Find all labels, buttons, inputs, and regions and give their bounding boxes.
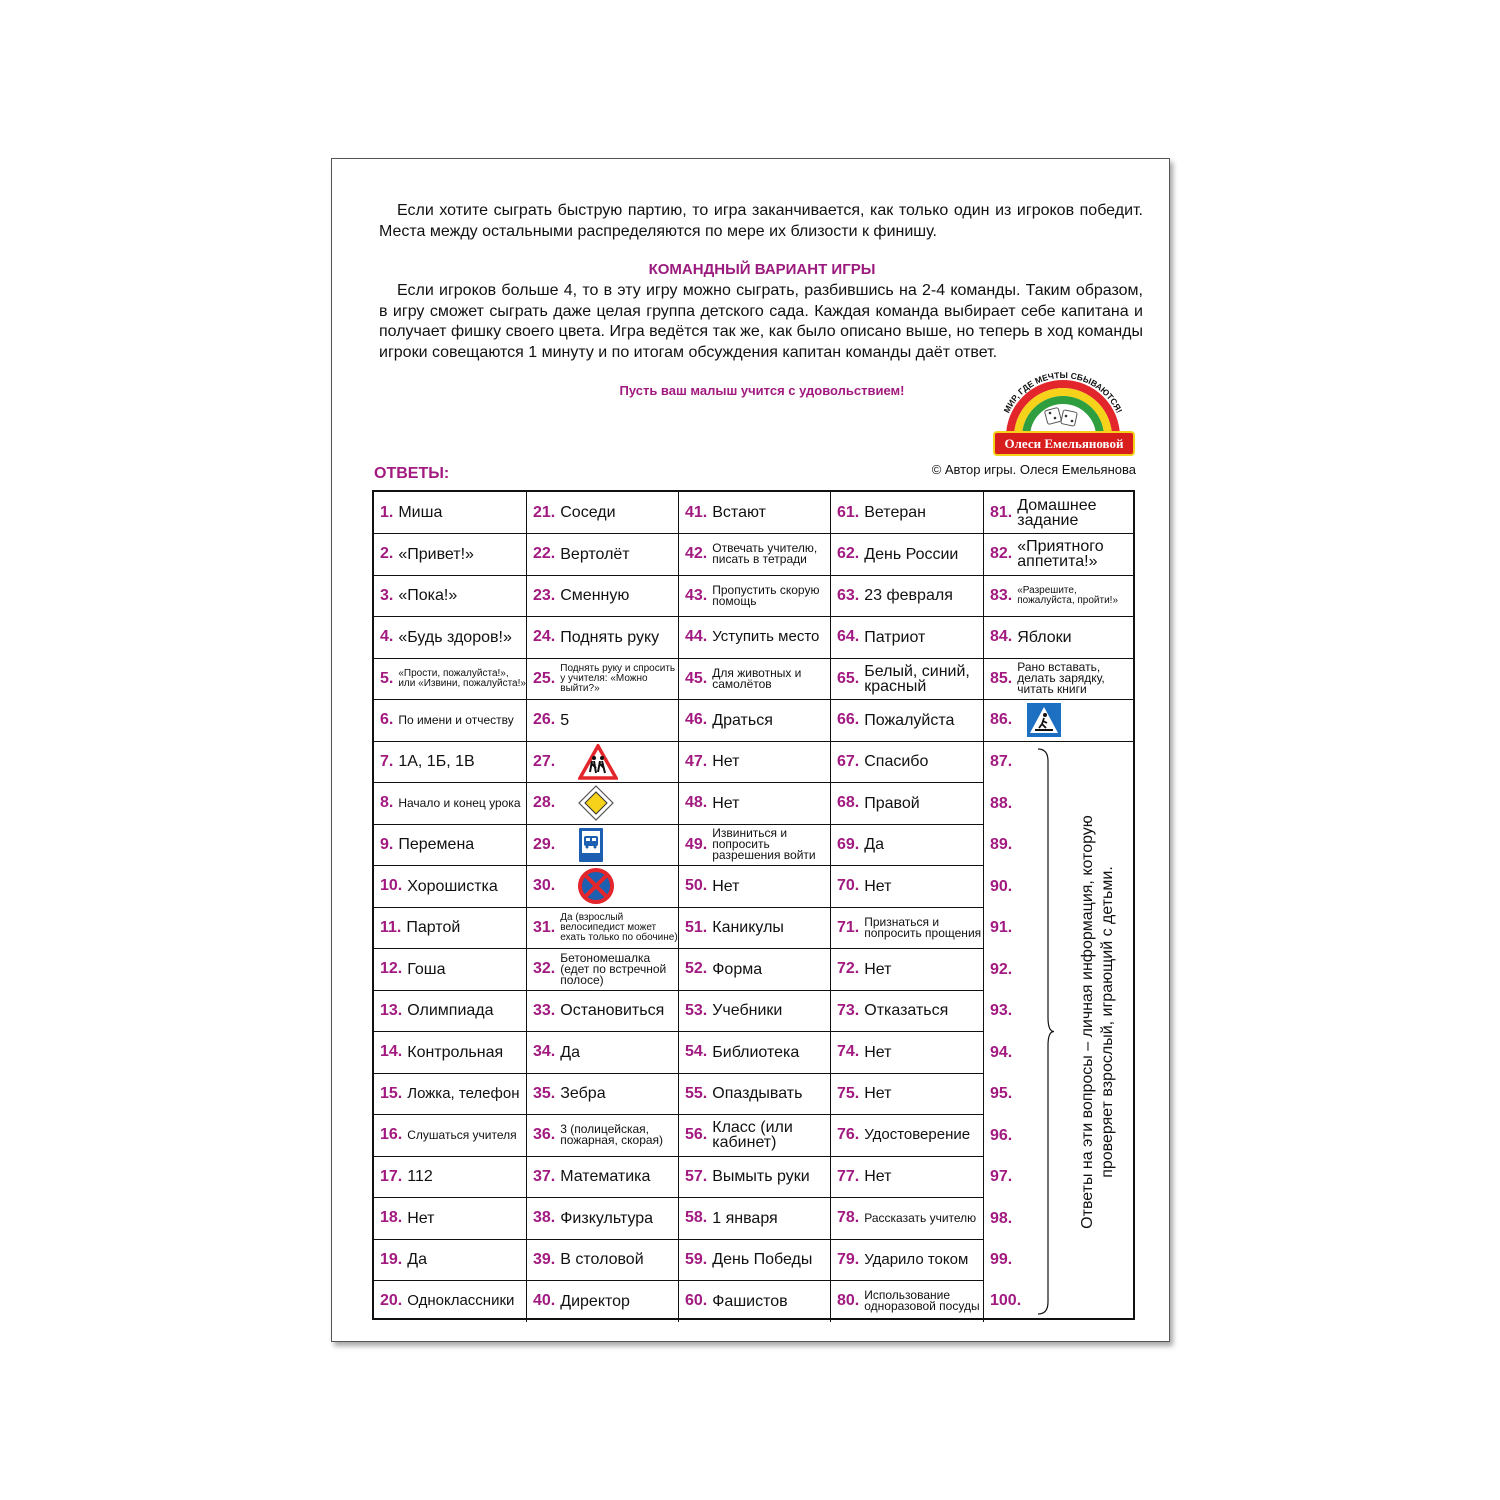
answer-cell	[984, 700, 1135, 742]
answer-cell	[679, 1032, 831, 1074]
answer-cell	[527, 575, 679, 617]
answer-cell	[831, 617, 984, 659]
answer-number: 76.	[837, 1126, 860, 1143]
answer-text: Да	[864, 836, 884, 853]
answer-text: Нет	[864, 877, 892, 895]
answer-number: 52.	[685, 960, 708, 977]
answer-number: 34.	[533, 1043, 556, 1060]
answer-number: 6.	[380, 711, 394, 728]
no-stopping-sign-icon	[578, 868, 614, 904]
answer-cell	[831, 1115, 984, 1157]
answer-text: Физкультура	[560, 1209, 654, 1227]
author-credit: © Автор игры. Олеся Емельянова	[931, 462, 1136, 477]
answer-text: Библиотека	[712, 1043, 800, 1061]
answer-text: 23 февраля	[864, 587, 953, 604]
answer-cell	[679, 617, 831, 659]
answer-number: 84.	[990, 628, 1013, 645]
answer-number: 89.	[990, 836, 1013, 853]
answer-text: Яблоки	[1017, 628, 1072, 646]
answer-text: Слушаться учителя	[407, 1127, 517, 1142]
answer-number: 19.	[380, 1250, 403, 1268]
answer-cell	[374, 575, 527, 617]
answer-cell	[679, 534, 831, 576]
answer-number: 11.	[380, 918, 402, 936]
answer-number: 43.	[685, 586, 708, 604]
answer-number: 29.	[533, 835, 556, 853]
answer-number: 85.	[990, 669, 1013, 687]
answer-cell	[527, 1032, 679, 1074]
answer-number: 47.	[685, 752, 708, 770]
answer-cell	[374, 617, 527, 659]
answer-number: 78.	[837, 1209, 860, 1226]
answer-text: Поднять руку	[560, 628, 660, 646]
answer-cell	[831, 492, 984, 534]
answer-text: Бетономешалка (едет по встречной полосе)	[560, 950, 667, 987]
answer-number: 12.	[380, 960, 403, 977]
answer-cell	[527, 1239, 679, 1281]
answer-text: Признаться и попросить прощения	[864, 914, 982, 940]
answer-text: Контрольная	[407, 1043, 504, 1061]
answer-text: Удостоверение	[864, 1126, 971, 1143]
answer-cell	[831, 534, 984, 576]
answer-number: 60.	[685, 1292, 708, 1310]
answer-number: 22.	[533, 545, 556, 562]
answer-cell	[679, 575, 831, 617]
answer-cell	[679, 1115, 831, 1157]
answer-number: 63.	[837, 586, 860, 604]
answer-cell	[374, 949, 527, 991]
answer-number: 7.	[380, 752, 394, 770]
answer-number: 46.	[685, 711, 708, 728]
answer-cell	[374, 1073, 527, 1115]
answer-cell	[527, 492, 679, 534]
answer-cell	[527, 949, 679, 991]
answer-number: 61.	[837, 503, 860, 521]
answer-number: 37.	[533, 1167, 556, 1185]
answer-cell	[679, 741, 831, 783]
answer-cell	[527, 1115, 679, 1157]
answer-number: 4.	[380, 628, 394, 645]
answer-cell	[527, 700, 679, 742]
answer-text: «Будь здоров!»	[398, 628, 512, 646]
answer-number: 39.	[533, 1250, 556, 1268]
answer-number: 91.	[990, 919, 1013, 936]
answer-cell	[831, 990, 984, 1032]
answer-number: 75.	[837, 1084, 860, 1102]
answer-text: Да	[560, 1043, 580, 1061]
answer-text: Поднять руку и спросить у учителя: «Можно выйти?»	[560, 662, 676, 694]
answer-cell	[374, 1032, 527, 1074]
answer-number: 68.	[837, 794, 860, 811]
answer-cell	[831, 1032, 984, 1074]
answer-cell	[374, 824, 527, 866]
answer-text: «Пока!»	[398, 587, 458, 604]
answer-text: Директор	[560, 1292, 630, 1310]
intro-paragraph	[379, 201, 1143, 242]
answer-cell	[831, 741, 984, 783]
answer-text: Начало и конец урока	[398, 795, 521, 810]
answer-text: Отвечать учителю, писать в тетради	[712, 541, 818, 566]
answer-number: 51.	[685, 918, 708, 936]
publisher-logo	[990, 371, 1136, 459]
answer-text: Рассказать учителю	[864, 1210, 977, 1225]
answer-number: 56.	[685, 1126, 708, 1143]
answer-text: Уступить место	[712, 628, 820, 645]
answers-heading: ОТВЕТЫ:	[374, 465, 450, 482]
answer-cell	[679, 700, 831, 742]
answer-text: Математика	[560, 1168, 651, 1185]
answer-text: Да (взрослый велосипедист может ехать только по обочине)	[560, 911, 678, 943]
answer-text: «Разрешите, пожалуйста, пройти!»	[1017, 584, 1119, 606]
answer-text: 1 января	[712, 1209, 778, 1227]
answer-text: Нет	[864, 1043, 892, 1061]
personal-answers-note-area	[1036, 741, 1135, 1322]
answer-number: 14.	[380, 1043, 403, 1060]
answer-cell	[984, 617, 1135, 659]
personal-answers-note: Ответы на эти вопросы – личная информация, которую проверяет взрослый, играющий с детьми.	[1079, 814, 1116, 1229]
answer-cell	[679, 1239, 831, 1281]
answer-number: 90.	[990, 877, 1013, 895]
answer-text: Нет	[712, 753, 740, 770]
answer-number: 59.	[685, 1250, 708, 1268]
answer-text: Нет	[864, 1085, 892, 1102]
answer-text: Одноклассники	[407, 1292, 515, 1310]
answer-number: 99.	[990, 1251, 1013, 1268]
answer-number: 87.	[990, 753, 1013, 770]
answer-number: 72.	[837, 960, 860, 977]
answer-number: 66.	[837, 711, 860, 728]
answer-number: 42.	[685, 545, 708, 562]
answer-text: Каникулы	[712, 919, 784, 936]
answer-number: 73.	[837, 1001, 860, 1019]
answer-text: Ветеран	[864, 504, 926, 521]
answer-cell	[831, 658, 984, 700]
answer-cell	[984, 534, 1135, 576]
answer-text: Нет	[864, 960, 892, 978]
answer-text: Класс (или кабинет)	[712, 1119, 793, 1151]
answer-cell	[374, 700, 527, 742]
priority-road-sign-icon	[578, 785, 614, 821]
answer-text: 1А, 1Б, 1В	[398, 753, 475, 770]
answer-cell	[374, 1239, 527, 1281]
answer-number: 81.	[990, 503, 1013, 521]
answer-number: 53.	[685, 1001, 708, 1019]
answer-number: 5.	[380, 669, 394, 687]
answer-cell	[374, 534, 527, 576]
answer-cell	[831, 907, 984, 949]
answer-text: Перемена	[398, 836, 475, 853]
bus-stop-sign-icon	[578, 827, 604, 863]
answer-text: Нет	[712, 794, 740, 812]
answer-cell	[831, 1073, 984, 1115]
answer-text: Форма	[712, 960, 763, 978]
answer-number: 98.	[990, 1209, 1013, 1227]
answer-number: 96.	[990, 1126, 1013, 1144]
answer-cell	[831, 824, 984, 866]
motto-text: Пусть ваш малыш учится с удовольствием!	[619, 383, 905, 398]
answer-number: 65.	[837, 669, 860, 687]
team-paragraph	[379, 281, 1143, 363]
answer-number: 41.	[685, 503, 708, 521]
answer-number: 55.	[685, 1084, 708, 1102]
answer-number: 49.	[685, 835, 708, 853]
answer-cell	[527, 1198, 679, 1240]
answer-number: 3.	[380, 586, 394, 604]
answer-text: 112	[407, 1168, 433, 1185]
answer-number: 38.	[533, 1209, 556, 1226]
answer-number: 8.	[380, 794, 394, 811]
answer-cell	[679, 824, 831, 866]
answer-text: Гоша	[407, 960, 446, 978]
answer-text: Правой	[864, 794, 920, 812]
answer-cell	[374, 492, 527, 534]
answer-text: Нет	[864, 1168, 892, 1185]
answer-cell	[374, 907, 527, 949]
answer-number: 23.	[533, 586, 556, 604]
answer-text: Извиниться и попросить разрешения войти	[712, 826, 816, 862]
answer-number: 92.	[990, 960, 1013, 978]
answer-cell	[831, 783, 984, 825]
answer-cell	[527, 617, 679, 659]
answer-cell	[679, 658, 831, 700]
answer-number: 83.	[990, 586, 1013, 604]
answer-text: Белый, синий, красный	[864, 662, 970, 695]
answer-number: 18.	[380, 1209, 403, 1226]
answer-cell	[679, 866, 831, 908]
answer-number: 74.	[837, 1043, 860, 1060]
children-crossing-sign-icon	[578, 744, 618, 780]
answer-text: Партой	[406, 919, 461, 936]
answer-number: 86.	[990, 711, 1013, 728]
answer-number: 50.	[685, 877, 708, 894]
answer-cell	[527, 907, 679, 949]
answer-number: 16.	[380, 1126, 403, 1143]
answer-cell	[831, 575, 984, 617]
answer-cell	[374, 990, 527, 1032]
answer-text: Учебники	[712, 1002, 783, 1019]
answer-number: 54.	[685, 1043, 708, 1060]
answer-cell	[527, 741, 679, 783]
answer-number: 69.	[837, 835, 860, 853]
answer-cell	[679, 1281, 831, 1323]
answer-text: Олимпиада	[407, 1002, 494, 1019]
answer-text: «Прости, пожалуйста!», или «Извини, пожалуйста!»	[398, 667, 526, 689]
logo-plate-text: Олеси Емельяновой	[993, 431, 1135, 456]
answer-cell	[679, 783, 831, 825]
answer-text: День России	[864, 545, 959, 563]
answer-cell	[527, 783, 679, 825]
answer-text: Да	[407, 1251, 427, 1268]
answer-number: 44.	[685, 628, 708, 645]
answer-number: 71.	[837, 918, 860, 936]
answer-number: 27.	[533, 752, 556, 770]
answer-cell	[374, 1281, 527, 1323]
answer-number: 94.	[990, 1043, 1013, 1061]
answer-number: 95.	[990, 1085, 1013, 1102]
pedestrian-crossing-sign-icon	[1027, 703, 1061, 737]
quick-game-text: Если хотите сыграть быструю партию, то игра заканчивается, как только один из игроков победит. Места между остальными распределяются по мере их близости к финишу.	[379, 202, 1143, 240]
answer-text: Опаздывать	[712, 1085, 803, 1102]
answer-number: 20.	[380, 1292, 403, 1310]
answer-cell	[374, 658, 527, 700]
answer-number: 13.	[380, 1001, 403, 1019]
answer-number: 88.	[990, 794, 1013, 812]
answer-cell	[527, 990, 679, 1032]
answer-cell	[679, 1156, 831, 1198]
answer-cell	[527, 1156, 679, 1198]
answer-text: Миша	[398, 504, 443, 521]
answer-number: 77.	[837, 1167, 860, 1185]
answer-text: Отказаться	[864, 1002, 949, 1019]
row-separator	[984, 741, 1135, 742]
answer-number: 32.	[533, 960, 556, 977]
curly-brace-icon	[1036, 741, 1056, 1322]
answer-text: Пропустить скорую помощь	[712, 582, 820, 608]
answer-text: День Победы	[712, 1251, 813, 1268]
answer-text: Для животных и самолётов	[712, 665, 802, 691]
answer-number: 48.	[685, 794, 708, 811]
answer-number: 15.	[380, 1084, 403, 1102]
answer-number: 31.	[533, 918, 556, 936]
answer-number: 9.	[380, 835, 394, 853]
answer-text: «Привет!»	[398, 545, 474, 563]
answers-table	[372, 490, 1135, 1320]
answer-cell	[679, 1198, 831, 1240]
answer-cell	[374, 741, 527, 783]
answer-number: 24.	[533, 628, 556, 645]
answer-text: Драться	[712, 711, 773, 729]
answer-cell	[374, 1115, 527, 1157]
answer-number: 30.	[533, 877, 556, 894]
answer-cell	[679, 492, 831, 534]
answer-text: 3 (полицейская, пожарная, скорая)	[560, 1122, 664, 1147]
answer-cell	[527, 1073, 679, 1115]
answer-cell	[679, 1073, 831, 1115]
answer-text: Использование одноразовой посуды	[864, 1288, 980, 1314]
answer-text: Рано вставать, делать зарядку, читать книги	[1017, 660, 1105, 696]
answer-number: 1.	[380, 503, 394, 521]
answer-number: 21.	[533, 503, 556, 521]
answer-text: Зебра	[560, 1085, 606, 1102]
answer-number: 82.	[990, 545, 1013, 562]
answer-number: 70.	[837, 877, 860, 894]
answer-number: 40.	[533, 1292, 556, 1310]
answer-cell	[679, 990, 831, 1032]
answer-text: Фашистов	[712, 1292, 788, 1310]
answer-cell	[984, 492, 1135, 534]
answer-text: Домашнее задание	[1017, 496, 1097, 529]
team-variant-title: КОМАНДНЫЙ ВАРИАНТ ИГРЫ	[648, 261, 876, 278]
answer-number: 26.	[533, 711, 556, 728]
answer-cell	[527, 658, 679, 700]
answer-cell	[831, 1198, 984, 1240]
answer-number: 17.	[380, 1167, 403, 1185]
answer-cell	[831, 866, 984, 908]
answer-cell	[527, 866, 679, 908]
answer-text: Ложка, телефон	[407, 1084, 520, 1102]
answer-text: Нет	[407, 1209, 435, 1227]
answer-number: 80.	[837, 1292, 860, 1310]
answer-number: 2.	[380, 545, 394, 562]
answer-number: 45.	[685, 669, 708, 687]
answer-cell	[984, 658, 1135, 700]
answer-number: 33.	[533, 1001, 556, 1019]
answer-text: Патриот	[864, 628, 926, 646]
answer-text: В столовой	[560, 1251, 644, 1268]
answer-number: 57.	[685, 1167, 708, 1185]
answer-number: 79.	[837, 1250, 860, 1268]
answer-cell	[527, 1281, 679, 1323]
answer-text: «Приятного аппетита!»	[1017, 538, 1104, 570]
answer-cell	[679, 949, 831, 991]
answer-cell	[831, 1239, 984, 1281]
answer-number: 58.	[685, 1209, 708, 1226]
answer-cell	[831, 700, 984, 742]
answer-number: 36.	[533, 1126, 556, 1143]
answer-text: Ударило током	[864, 1250, 969, 1268]
answer-number: 25.	[533, 669, 556, 687]
answer-text: 5	[560, 711, 570, 729]
answer-text: Сменную	[560, 587, 630, 604]
answer-text: Нет	[712, 877, 740, 895]
answer-cell	[374, 1156, 527, 1198]
answer-cell	[374, 783, 527, 825]
answer-text: Соседи	[560, 504, 616, 521]
answer-number: 35.	[533, 1084, 556, 1102]
answer-number: 93.	[990, 1002, 1013, 1019]
answer-cell	[374, 866, 527, 908]
answer-cell	[831, 949, 984, 991]
answer-text: Вымыть руки	[712, 1168, 810, 1185]
answer-cell	[527, 534, 679, 576]
answer-text: По имени и отчеству	[398, 712, 514, 727]
answer-number: 28.	[533, 794, 556, 811]
answer-cell	[527, 824, 679, 866]
team-variant-text: Если игроков больше 4, то в эту игру можно сыграть, разбившись на 2-4 команды. Таким образом, в игру сможет сыграть даже целая группа детского сада. Каждая команда выбирает себе капитана и получает фишку своего цвета. Игра ведётся так же, как было описано выше, но теперь в ход команды игроки совещаются 1 минуту и по итогам обсуждения капитан команды даёт ответ.	[379, 282, 1143, 361]
answer-text: Спасибо	[864, 753, 929, 770]
answer-cell	[984, 575, 1135, 617]
answer-cell	[831, 1281, 984, 1323]
answer-number: 62.	[837, 545, 860, 562]
answer-number: 64.	[837, 628, 860, 645]
answer-number: 97.	[990, 1168, 1013, 1185]
answer-number: 67.	[837, 752, 860, 770]
answer-text: Вертолёт	[560, 545, 630, 563]
answer-text: Хорошистка	[407, 877, 498, 895]
answer-number: 10.	[380, 877, 403, 894]
answer-number: 100.	[990, 1292, 1022, 1310]
answer-text: Встают	[712, 504, 766, 521]
answer-sheet-page	[331, 158, 1170, 1342]
answer-cell	[374, 1198, 527, 1240]
answer-text: Пожалуйста	[864, 711, 955, 729]
logo-arc-text: МИР, ГДЕ МЕЧТЫ СБЫВАЮТСЯ!	[1001, 371, 1125, 415]
answer-cell	[831, 1156, 984, 1198]
answer-text: Остановиться	[560, 1002, 665, 1019]
answer-cell	[679, 907, 831, 949]
